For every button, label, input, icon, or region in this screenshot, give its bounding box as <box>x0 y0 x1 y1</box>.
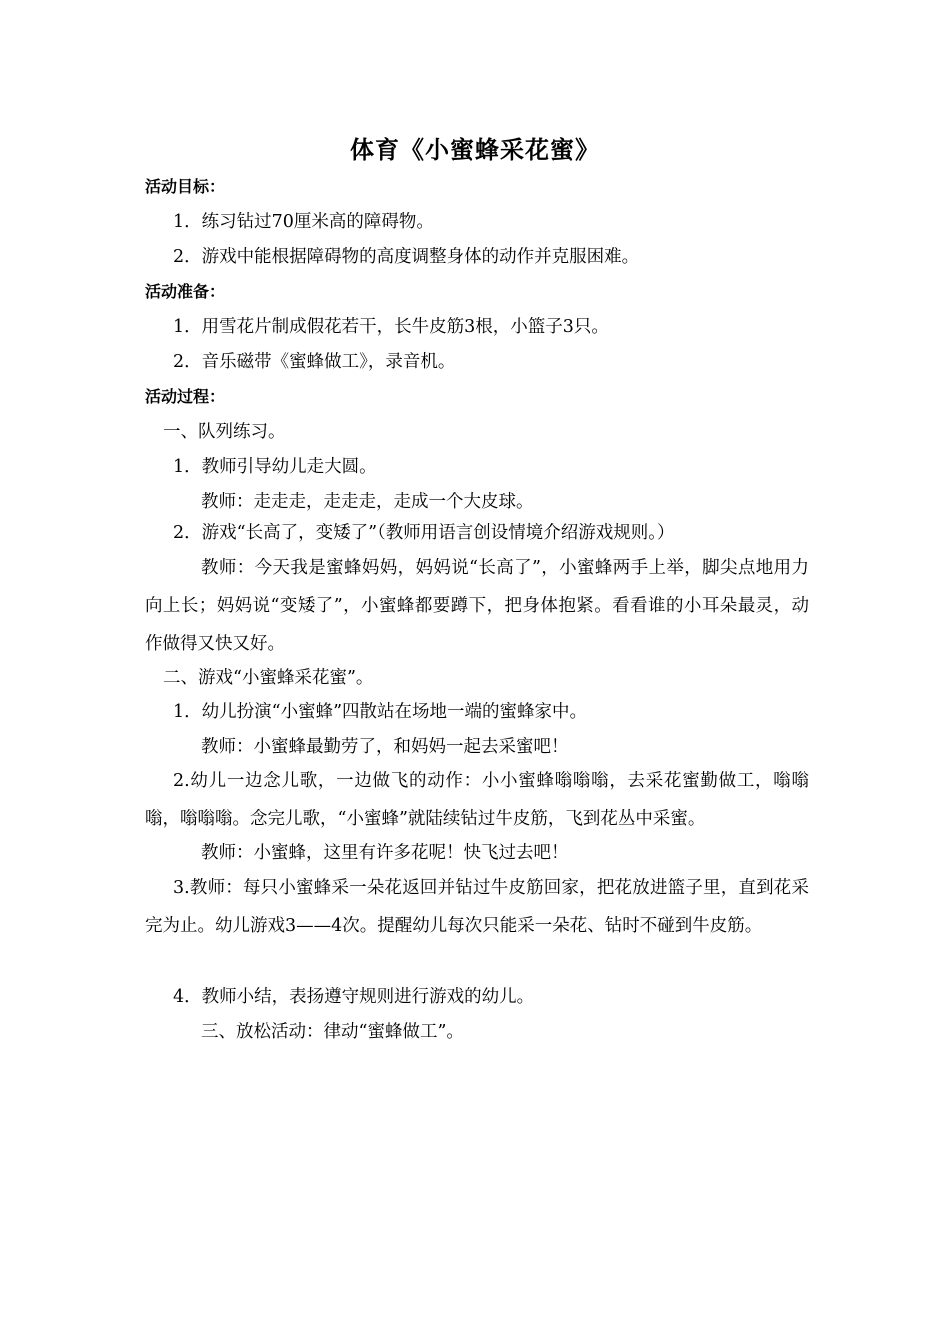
goal-item-1: 1．练习钻过70厘米高的障碍物。 <box>173 212 434 232</box>
prep-item-1: 1．用雪花片制成假花若干，长牛皮筋3根，小篮子3只。 <box>173 317 609 337</box>
process-part-2: 二、游戏“小蜜蜂采花蜜”。 <box>163 668 374 688</box>
section-heading-process: 活动过程： <box>145 387 226 406</box>
section-heading-goals: 活动目标： <box>145 177 226 196</box>
part2-step-1: 1．幼儿扮演“小蜜蜂”四散站在场地一端的蜜蜂家中。 <box>173 702 588 722</box>
goal-item-2: 2．游戏中能根据障碍物的高度调整身体的动作并克服困难。 <box>173 247 640 267</box>
part2-step-2: 2.幼儿一边念儿歌，一边做飞的动作：小小蜜蜂嗡嗡嗡，去采花蜜勤做工，嗡嗡嗡，嗡嗡嗡。念完儿歌，“小蜜蜂”就陆续钻过牛皮筋，飞到花丛中采蜜。 <box>145 771 809 829</box>
part1-step-2-teacher: 教师：今天我是蜜蜂妈妈，妈妈说“长高了”，小蜜蜂两手上举，脚尖点地用力向上长；妈妈说“变矮了”，小蜜蜂都要蹲下，把身体抱紧。看看谁的小耳朵最灵，动作做得又快又好。 <box>145 558 809 654</box>
part2-step-4: 4．教师小结，表扬遵守规则进行游戏的幼儿。 <box>173 987 535 1007</box>
document-title: 体育《小蜜蜂采花蜜》 <box>350 136 600 164</box>
part1-step-2: 2．游戏“长高了，变矮了”（教师用语言创设情境介绍游戏规则。） <box>173 523 675 543</box>
part1-step-1: 1．教师引导幼儿走大圆。 <box>173 457 377 477</box>
process-part-3: 三、放松活动：律动“蜜蜂做工”。 <box>201 1022 464 1042</box>
part2-step-3: 3.教师：每只小蜜蜂采一朵花返回并钻过牛皮筋回家，把花放进篮子里，直到花采完为止。幼儿游戏3——4次。提醒幼儿每次只能采一朵花、钻时不碰到牛皮筋。 <box>145 878 809 936</box>
part2-step-2-teacher: 教师：小蜜蜂，这里有许多花呢！快飞过去吧！ <box>201 843 569 863</box>
section-heading-preparation: 活动准备： <box>145 282 226 301</box>
process-part-1: 一、队列练习。 <box>163 422 286 442</box>
part1-step-1-teacher: 教师：走走走，走走走，走成一个大皮球。 <box>201 492 534 512</box>
part2-step-1-teacher: 教师：小蜜蜂最勤劳了，和妈妈一起去采蜜吧！ <box>201 737 569 757</box>
prep-item-2: 2．音乐磁带《蜜蜂做工》，录音机。 <box>173 352 456 372</box>
